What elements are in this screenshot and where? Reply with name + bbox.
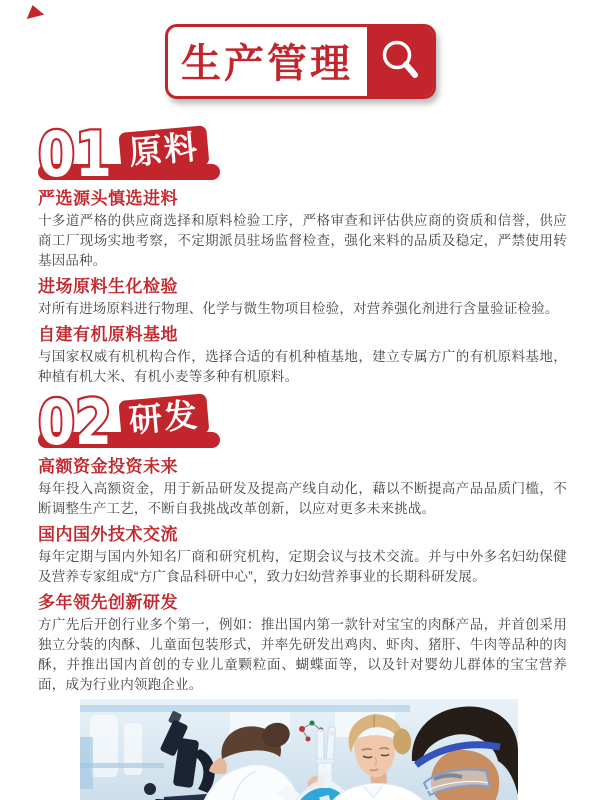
section-02-number: 02 bbox=[38, 393, 112, 451]
section-02-title: 研发 bbox=[127, 396, 201, 440]
item-heading: 严选源头慎选进料 bbox=[38, 189, 178, 208]
item-body: 方广先后开创行业多个第一，例如：推出国内第一款针对宝宝的肉酥产品，并首创采用独立分装的肉酥、儿童面包装形式，并率先研发出鸡肉、虾肉、猪肝、牛肉等品种的肉酥，并推出国内首创的专业儿童颗粒面、蝴蝶面等，以及针对婴幼儿群体的宝宝营养面，成为行业内领跑企业。 bbox=[38, 617, 567, 692]
section-02-title-box bbox=[118, 393, 209, 441]
section-02-header bbox=[38, 393, 288, 451]
item-body: 对所有进场原料进行物理、化学与微生物项目检验，对营养强化剂进行含量验证检验。 bbox=[38, 301, 559, 316]
item-body: 十多道严格的供应商选择和原料检验工序，严格审查和评估供应商的资质和信誉，供应商工厂现场实地考察，不定期派员驻场监督检查，强化来料的品质及稳定，严禁使用转基因品种。 bbox=[38, 213, 567, 268]
page-title: 生产管理 bbox=[181, 42, 353, 86]
section-01-title-box bbox=[118, 125, 209, 173]
title-banner bbox=[165, 24, 436, 99]
lab-researchers-photo bbox=[80, 699, 518, 800]
item-heading: 高额资金投资未来 bbox=[38, 457, 178, 476]
section-01-header bbox=[38, 125, 288, 183]
magnifier-icon bbox=[367, 27, 433, 96]
item-heading: 国内国外技术交流 bbox=[38, 525, 178, 544]
item-body: 与国家权威有机机构合作，选择合适的有机种植基地，建立专属方广的有机原料基地，种植有机大米、有机小麦等多种有机原料。 bbox=[38, 349, 567, 384]
section-01-number: 01 bbox=[38, 125, 112, 183]
magnifier-icon-glyph bbox=[379, 39, 421, 85]
item-heading: 进场原料生化检验 bbox=[38, 277, 178, 296]
item-heading: 多年领先创新研发 bbox=[38, 593, 178, 612]
item-heading: 自建有机原料基地 bbox=[38, 325, 178, 344]
section-01-title: 原料 bbox=[127, 128, 201, 172]
corner-accent-triangle bbox=[24, 3, 44, 19]
item-body: 每年定期与国内外知名厂商和研究机构，定期会议与技术交流。并与中外多名妇幼保健及营养专家组成“方广食品科研中心”，致力妇幼营养事业的长期科研发展。 bbox=[38, 549, 567, 584]
item-body: 每年投入高额资金，用于新品研发及提高产线自动化，藉以不断提高产品品质门槛，不断调整生产工艺，不断自我挑战改革创新，以应对更多未来挑战。 bbox=[38, 481, 567, 516]
